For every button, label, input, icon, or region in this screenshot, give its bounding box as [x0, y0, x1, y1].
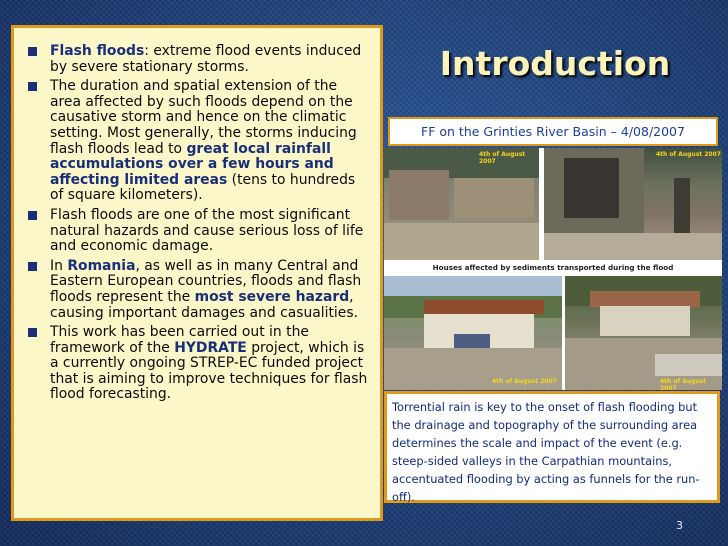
- bullet-item: [26, 325, 370, 403]
- photo-date-label: 4th of August 2007: [656, 151, 721, 158]
- bullet-text: : extreme flood events induced by severe stationary storms.: [50, 43, 362, 75]
- bullet-text: Flash floods are one of the most significant natural hazards and cause serious loss of life and economic damage.: [50, 206, 364, 255]
- bullet-emphasis: great local rainfall accumulations over a few hours and affecting limited areas: [50, 140, 334, 188]
- bullet-text: (tens to hundreds of square kilometers).: [50, 171, 356, 204]
- bullet-text: In: [50, 257, 68, 274]
- bullet-emphasis: Flash floods: [50, 43, 145, 59]
- flood-photo-top-left: [384, 148, 539, 260]
- bullet-text: This work has been carried out in the framework of the: [50, 324, 309, 356]
- bullet-emphasis: Romania: [67, 257, 136, 274]
- photo-date-label: 4th of August 2007: [492, 378, 557, 385]
- bullet-text: project, which is a currently ongoing STREP-EC funded project that is aiming to improve techniques for flash flood forecasting.: [50, 339, 368, 403]
- bullet-emphasis: HYDRATE: [174, 339, 247, 356]
- photo-collage-caption: Houses affected by sediments transported during the flood: [432, 263, 674, 272]
- bullet-item: [26, 259, 370, 321]
- bullet-text: The duration and spatial extension of the area affected by such floods depend on the causative storm and hence on the climatic setting. Most generally, the storms inducing flash floods lead to: [50, 78, 357, 157]
- flood-photo-top-right: [544, 148, 722, 260]
- bullet-text: , as well as in many Central and Eastern European countries, floods and flash floods represent the: [50, 257, 362, 305]
- flood-photo-bottom-right: [565, 276, 722, 390]
- page-number: 3: [676, 519, 683, 532]
- slide-title: Introduction: [439, 44, 671, 83]
- bullet-emphasis: most severe hazard: [194, 288, 350, 305]
- flood-photo-collage: [384, 148, 722, 390]
- bullet-item: [26, 79, 370, 204]
- bullet-item: [26, 44, 370, 75]
- info-text-box: Torrential rain is key to the onset of flash flooding but the drainage and topography of the surrounding area determines the scale and impact of the event (e.g. steep-sided valleys in the Carpathian mountains, accentuated flooding by acting as funnels for the run-off).: [384, 391, 720, 503]
- photo-caption-box: FF on the Grinties River Basin – 4/08/2007: [388, 117, 718, 146]
- bullet-item: [26, 208, 370, 255]
- bullet-text: , causing important damages and casualities.: [50, 288, 358, 321]
- photo-date-label: 4th of August 2007: [660, 378, 707, 390]
- bullet-list: [26, 44, 370, 403]
- photo-date-label: 4th of August 2007: [479, 151, 526, 165]
- bullet-panel: [11, 25, 383, 521]
- flood-photo-bottom-left: [384, 276, 562, 390]
